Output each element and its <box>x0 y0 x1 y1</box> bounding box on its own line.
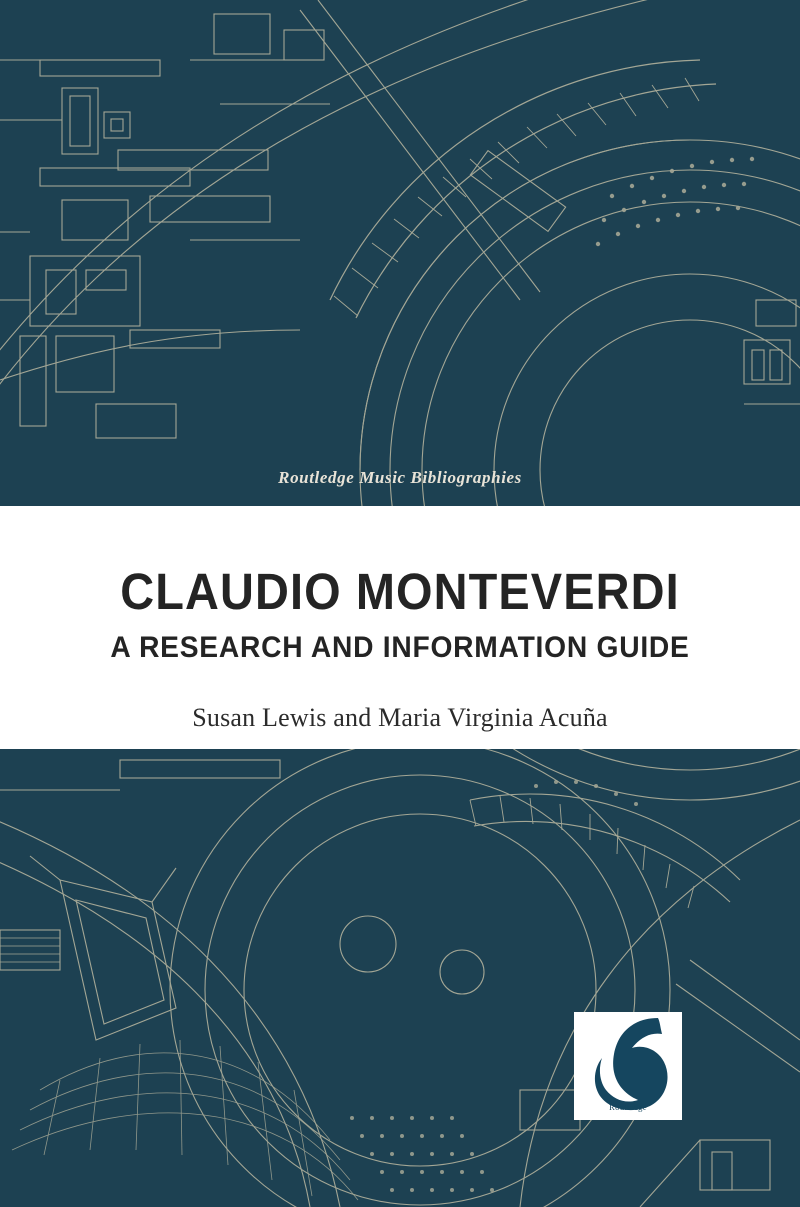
series-label: Routledge Music Bibliographies <box>278 468 522 487</box>
publisher-name: Routledge <box>609 1102 647 1112</box>
book-title: CLAUDIO MONTEVERDI <box>120 563 680 621</box>
book-subtitle: A RESEARCH AND INFORMATION GUIDE <box>110 630 690 664</box>
book-authors: Susan Lewis and Maria Virginia Acuña <box>192 703 608 732</box>
